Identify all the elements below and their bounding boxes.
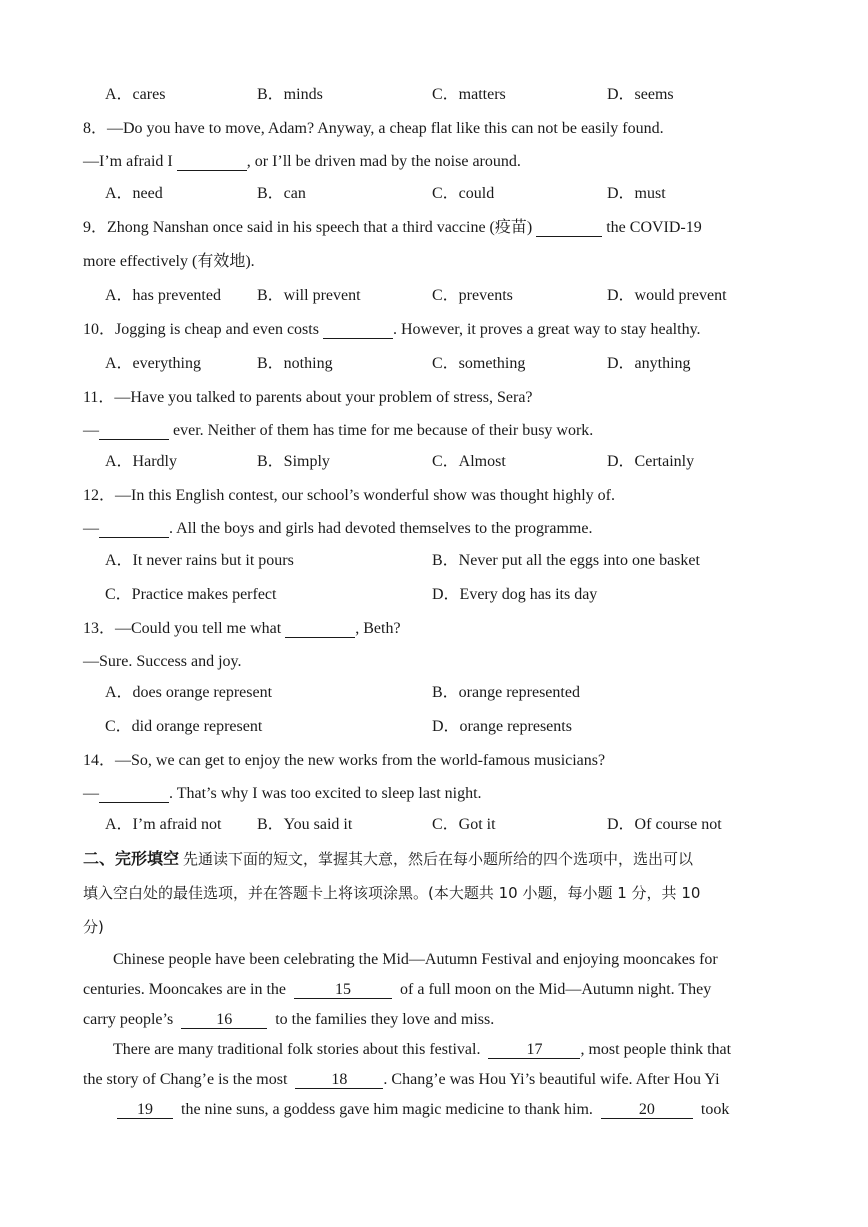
- q8-option-d[interactable]: D．must: [607, 185, 666, 202]
- section2-heading-line: [83, 849, 788, 870]
- q10-answer-blank[interactable]: [323, 322, 393, 339]
- passage-p2-line3-mid: the nine suns, a goddess gave him magic medicine to thank him.: [181, 1101, 593, 1118]
- q14-reply-post: . That’s why I was too excited to sleep last night.: [169, 785, 482, 802]
- q11-option-a[interactable]: A．Hardly: [105, 453, 177, 470]
- cloze-blank-16[interactable]: 16: [181, 1012, 267, 1029]
- q13-option-b[interactable]: B．orange represented: [432, 684, 580, 701]
- q9-option-d[interactable]: D．would prevent: [607, 287, 727, 304]
- passage-p1-line1: Chinese people have been celebrating the Mid—Autumn Festival and enjoying mooncakes for: [113, 951, 718, 968]
- q8-option-b[interactable]: B．can: [257, 185, 306, 202]
- passage-p2-line1-post: , most people think that: [580, 1041, 732, 1058]
- q8-reply-pre: —I’m afraid I: [83, 153, 173, 170]
- q14-stem: 14．—So, we can get to enjoy the new works from the world-famous musicians?: [83, 752, 606, 769]
- q14-reply-pre: —: [83, 785, 99, 802]
- q11-reply-post: ever. Neither of them has time for me because of their busy work.: [173, 422, 594, 439]
- cloze-blank-19[interactable]: 19: [117, 1102, 173, 1119]
- q9-option-a[interactable]: A．has prevented: [105, 287, 221, 304]
- section2-heading: 二、完形填空: [83, 849, 180, 868]
- q7-option-d[interactable]: D．seems: [607, 86, 674, 103]
- passage-p2-line2-post: . Chang’e was Hou Yi’s beautiful wife. After Hou Yi: [383, 1071, 720, 1088]
- passage-p1-line2-post: of a full moon on the Mid—Autumn night. They: [400, 981, 712, 998]
- q14-answer-blank[interactable]: [99, 786, 169, 803]
- section2-instructions-1: 先通读下面的短文，掌握其大意，然后在每小题所给的四个选项中，选出可以: [183, 850, 694, 868]
- q13-option-a[interactable]: A．does orange represent: [105, 684, 273, 701]
- q9-option-b[interactable]: B．will prevent: [257, 287, 361, 304]
- passage-p2-line1-pre: There are many traditional folk stories about this festival.: [113, 1041, 481, 1058]
- q7-option-c[interactable]: C．matters: [432, 86, 506, 103]
- q14-option-c[interactable]: C．Got it: [432, 816, 496, 833]
- q8-reply-post: , or I’ll be driven mad by the noise around.: [246, 153, 521, 170]
- q11-stem: 11．—Have you talked to parents about your problem of stress, Sera?: [83, 389, 533, 406]
- q10-option-d[interactable]: D．anything: [607, 355, 691, 372]
- passage-p2-line3-post: took: [700, 1101, 730, 1118]
- q9-option-c[interactable]: C．prevents: [432, 287, 513, 304]
- q7-option-a[interactable]: A．cares: [105, 86, 166, 103]
- q9-stem-pre: 9．Zhong Nanshan once said in his speech that a third vaccine (疫苗): [83, 219, 533, 236]
- section2-instructions-2: 填入空白处的最佳选项，并在答题卡上将该项涂黑。(本大题共 10 小题，每小题 1 分，共 10: [83, 884, 701, 902]
- q10-option-c[interactable]: C．something: [432, 355, 526, 372]
- passage-p1-line2: [83, 980, 788, 1000]
- q13-stem-post: , Beth?: [355, 620, 401, 637]
- q12-option-d[interactable]: D．Every dog has its day: [432, 586, 598, 603]
- q11-answer-blank[interactable]: [99, 423, 169, 440]
- q12-answer-blank[interactable]: [99, 521, 169, 538]
- q8-reply: [83, 152, 788, 172]
- passage-p2-line2: [83, 1070, 788, 1090]
- q13-option-c[interactable]: C．did orange represent: [105, 718, 263, 735]
- q7-option-b[interactable]: B．minds: [257, 86, 323, 103]
- q11-option-d[interactable]: D．Certainly: [607, 453, 695, 470]
- q8-stem: 8．—Do you have to move, Adam? Anyway, a cheap flat like this can not be easily found.: [83, 120, 664, 137]
- q11-reply-pre: —: [83, 422, 99, 439]
- q8-answer-blank[interactable]: [177, 154, 247, 171]
- q9-answer-blank[interactable]: [536, 220, 602, 237]
- q12-reply-post: . All the boys and girls had devoted themselves to the programme.: [169, 520, 593, 537]
- q9-stem: [83, 218, 788, 238]
- q10-stem-post: . However, it proves a great way to stay healthy.: [392, 321, 701, 338]
- q10-option-b[interactable]: B．nothing: [257, 355, 333, 372]
- q13-reply: —Sure. Success and joy.: [83, 653, 242, 670]
- q10-stem: [83, 320, 788, 340]
- q10-option-a[interactable]: A．everything: [105, 355, 201, 372]
- q11-option-b[interactable]: B．Simply: [257, 453, 330, 470]
- q14-option-b[interactable]: B．You said it: [257, 816, 353, 833]
- q12-option-c[interactable]: C．Practice makes perfect: [105, 586, 277, 603]
- q8-option-a[interactable]: A．need: [105, 185, 163, 202]
- cloze-blank-15[interactable]: 15: [294, 982, 392, 999]
- q14-option-d[interactable]: D．Of course not: [607, 816, 722, 833]
- passage-p2-line2-pre: the story of Chang’e is the most: [83, 1071, 288, 1088]
- q11-option-c[interactable]: C．Almost: [432, 453, 506, 470]
- passage-p1-line2-pre: centuries. Mooncakes are in the: [83, 981, 287, 998]
- q12-reply-pre: —: [83, 520, 99, 537]
- q10-stem-pre: 10．Jogging is cheap and even costs: [83, 321, 319, 338]
- cloze-blank-20[interactable]: 20: [601, 1102, 693, 1119]
- q8-option-c[interactable]: C．could: [432, 185, 495, 202]
- q12-option-a[interactable]: A．It never rains but it pours: [105, 552, 294, 569]
- q13-answer-blank[interactable]: [285, 621, 355, 638]
- q14-reply: [83, 784, 788, 804]
- passage-p1-line3-pre: carry people’s: [83, 1011, 174, 1028]
- passage-p1-line3-post: to the families they love and miss.: [275, 1011, 495, 1028]
- passage-p2-line1: [113, 1040, 788, 1060]
- q14-option-a[interactable]: A．I’m afraid not: [105, 816, 222, 833]
- section2-instructions-3: 分): [83, 918, 104, 936]
- q13-stem: [83, 619, 788, 639]
- q13-stem-pre: 13．—Could you tell me what: [83, 620, 282, 637]
- q12-reply: [83, 519, 788, 539]
- passage-p1-line3: [83, 1010, 788, 1030]
- q11-reply: [83, 421, 788, 441]
- q12-option-b[interactable]: B．Never put all the eggs into one basket: [432, 552, 700, 569]
- passage-p2-line3: [117, 1100, 788, 1120]
- cloze-blank-17[interactable]: 17: [488, 1042, 580, 1059]
- q12-stem: 12．—In this English contest, our school’s wonderful show was thought highly of.: [83, 487, 615, 504]
- cloze-blank-18[interactable]: 18: [295, 1072, 383, 1089]
- q9-stem-post: the COVID-19: [606, 219, 702, 236]
- q9-stem-cont: more effectively (有效地).: [83, 253, 255, 270]
- q13-option-d[interactable]: D．orange represents: [432, 718, 572, 735]
